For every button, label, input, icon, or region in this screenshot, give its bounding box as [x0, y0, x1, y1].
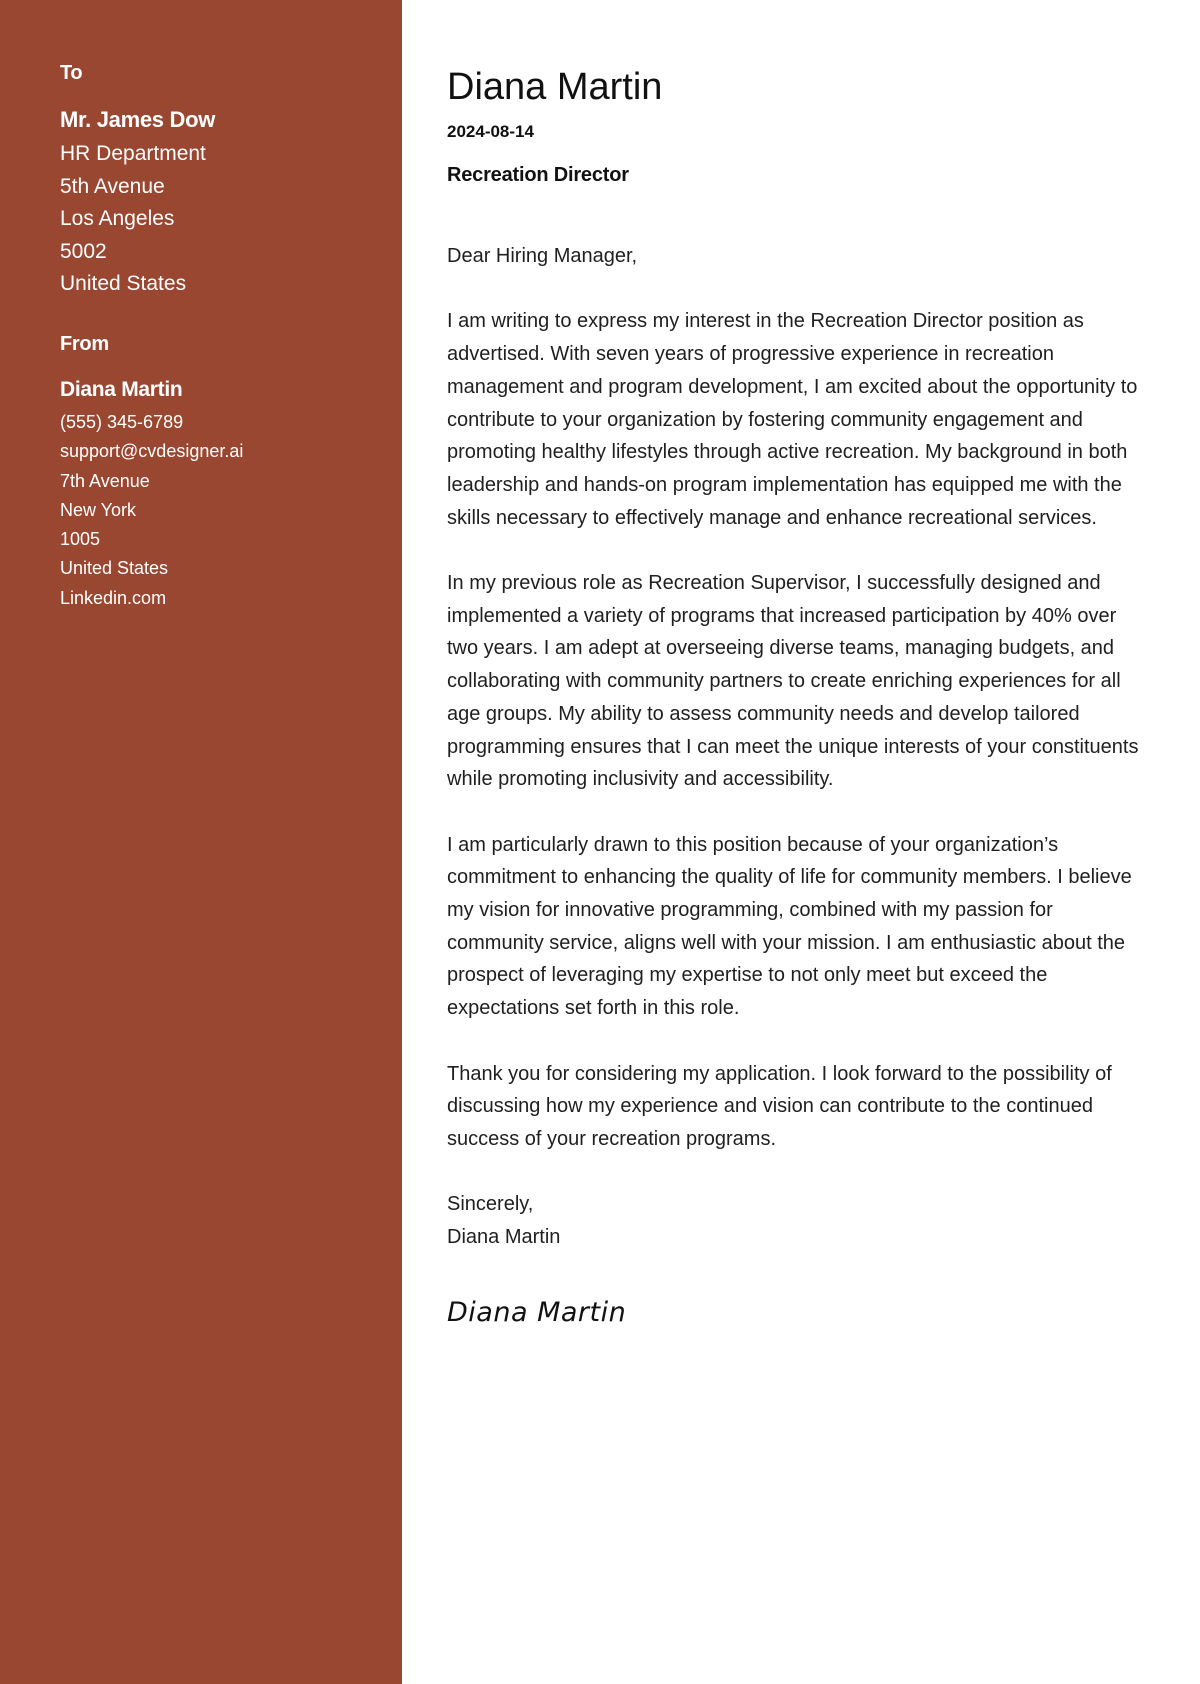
sender-city: New York: [60, 499, 137, 520]
paragraph-2: In my previous role as Recreation Supervisor, I successfully designed and implemented a variety of programs that increased participation by 40% over two years. I am adept at overseeing diverse teams, managing budgets, and collaborating with community partners to create enriching experiences for all age groups. My ability to assess community needs and develop tailored programming ensures that I can meet the unique interests of your constituents while promoting inclusivity and accessibility.: [447, 572, 1139, 791]
closing: Sincerely,: [447, 1193, 534, 1216]
job-title: Recreation Director: [447, 164, 629, 186]
letter-body: [447, 240, 1147, 1254]
recipient-country: United States: [60, 272, 187, 296]
sender-phone: (555) 345-6789: [60, 412, 184, 432]
sender-country: United States: [60, 558, 169, 579]
sender-street: 7th Avenue: [60, 470, 150, 491]
recipient-name: Mr. James Dow: [60, 107, 216, 132]
recipient-street: 5th Avenue: [60, 174, 165, 198]
closing-name: Diana Martin: [447, 1226, 561, 1249]
sender-postal-code: 1005: [60, 529, 101, 550]
sender-name: Diana Martin: [60, 378, 183, 401]
to-label: To: [60, 62, 83, 84]
greeting: Dear Hiring Manager,: [447, 245, 638, 267]
paragraph-1: I am writing to express my interest in the Recreation Director position as advertised. With seven years of progressive experience in recreation management and program development, I am excited about the opportunity to contribute to your organization by fostering community engagement and promoting healthy lifestyles through active recreation. My background in both leadership and hands-on program implementation has equipped me with the skills necessary to effectively manage and enhance recreational services.: [447, 310, 1138, 529]
signature: Diana Martin: [447, 1297, 627, 1328]
paragraph-4: Thank you for considering my application. I look forward to the possibility of discussing how my experience and vision can contribute to the continued success of your recreation programs.: [447, 1062, 1112, 1150]
sender-contact: [60, 408, 243, 613]
sender-email: support@cvdesigner.ai: [60, 441, 244, 462]
recipient-city: Los Angeles: [60, 207, 175, 231]
sidebar: [0, 0, 402, 1684]
recipient-department: HR Department: [60, 142, 206, 165]
recipient-address: [60, 138, 206, 301]
sender-linkedin: Linkedin.com: [60, 587, 167, 608]
paragraph-3: I am particularly drawn to this position because of your organization’s commitment to enhancing the quality of life for community members. I believe my vision for innovative programming, combined with my passion for community service, aligns well with your mission. I am enthusiastic about the prospect of leveraging my expertise to not only meet but exceed the expectations set forth in this role.: [447, 833, 1132, 1020]
letter-date: 2024-08-14: [447, 122, 534, 141]
page-title: Diana Martin: [447, 66, 663, 108]
from-label: From: [60, 333, 109, 355]
recipient-postal-code: 5002: [60, 239, 107, 263]
